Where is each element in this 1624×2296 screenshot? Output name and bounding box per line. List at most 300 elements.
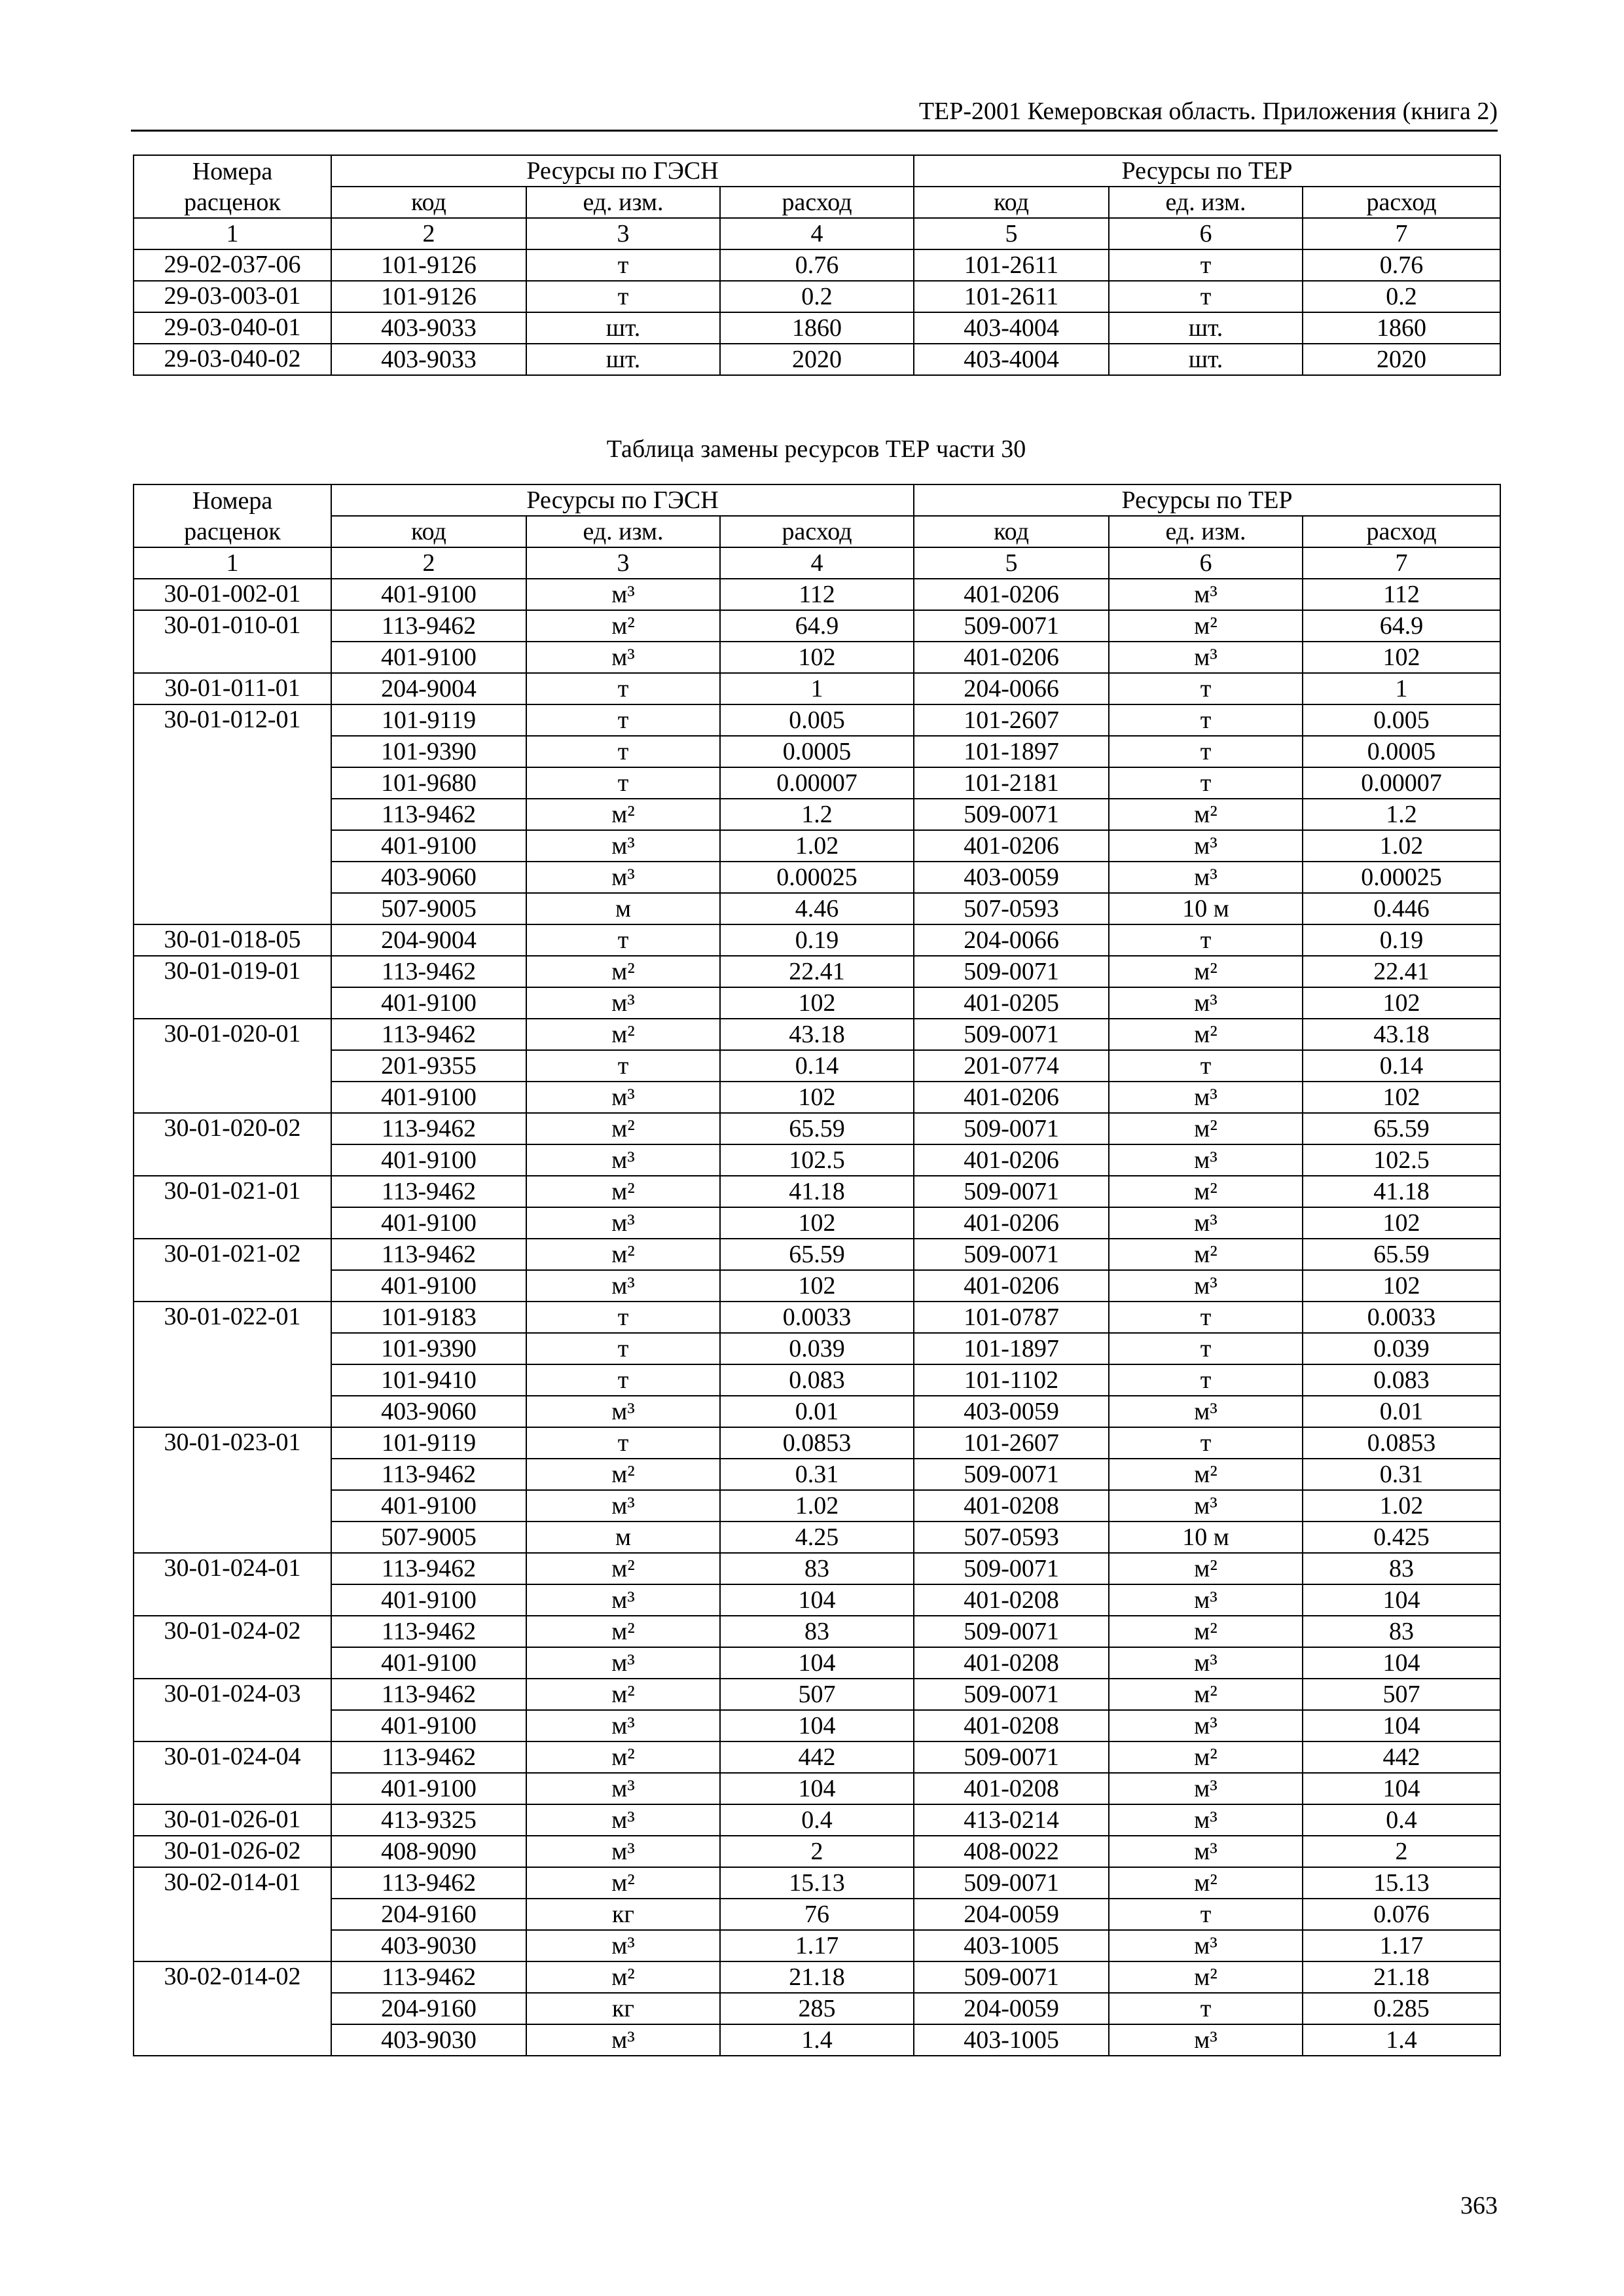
rate-number-cell [134, 862, 331, 893]
ter-unit-cell: м² [1109, 1459, 1303, 1490]
gesn-code-cell: 401-9100 [331, 1584, 526, 1616]
table-row [134, 1050, 1500, 1082]
gesn-unit-cell: т [526, 1364, 720, 1396]
rate-number-cell [134, 1710, 331, 1741]
ter-code-cell: 403-1005 [914, 1930, 1109, 1961]
table-row [134, 1144, 1500, 1176]
ter-code-cell: 509-0071 [914, 1459, 1109, 1490]
col-index: 5 [914, 547, 1109, 579]
rate-number-cell [134, 1584, 331, 1616]
ter-consumption-cell: 104 [1303, 1710, 1500, 1741]
rate-number-cell [134, 893, 331, 924]
gesn-unit-cell: м³ [526, 1270, 720, 1302]
table-row [134, 1396, 1500, 1427]
gesn-unit-cell: т [526, 1427, 720, 1459]
rate-number-cell [134, 1490, 331, 1522]
gesn-unit-cell: м³ [526, 830, 720, 862]
gesn-unit-cell: т [526, 1302, 720, 1333]
ter-code-cell: 509-0071 [914, 1616, 1109, 1647]
ter-consumption-cell: 507 [1303, 1679, 1500, 1710]
gesn-code-cell: 113-9462 [331, 1553, 526, 1584]
ter-consumption-cell: 0.76 [1303, 249, 1500, 281]
gesn-unit-cell: кг [526, 1993, 720, 2024]
ter-consumption-cell: 0.083 [1303, 1364, 1500, 1396]
ter-consumption-cell: 1.2 [1303, 799, 1500, 830]
gesn-consumption-cell: 102 [720, 987, 914, 1019]
gesn-consumption-cell: 4.25 [720, 1522, 914, 1553]
ter-unit-cell: т [1109, 1427, 1303, 1459]
ter-consumption-cell: 0.4 [1303, 1804, 1500, 1836]
rate-number-cell [134, 1144, 331, 1176]
ter-consumption-cell: 65.59 [1303, 1239, 1500, 1270]
gesn-code-cell: 113-9462 [331, 1239, 526, 1270]
table-row [134, 1459, 1500, 1490]
gesn-unit-cell: т [526, 767, 720, 799]
gesn-code-cell: 113-9462 [331, 956, 526, 987]
gesn-unit-cell: м³ [526, 987, 720, 1019]
page-header: ТЕР-2001 Кемеровская область. Приложения (книга 2) [918, 98, 1498, 125]
ter-consumption-cell: 0.039 [1303, 1333, 1500, 1364]
ter-unit-cell: м³ [1109, 1804, 1303, 1836]
ter-consumption-cell: 0.00007 [1303, 767, 1500, 799]
ter-unit-cell: м³ [1109, 1647, 1303, 1679]
table-row [134, 1584, 1500, 1616]
col-header-gesn-resources: Ресурсы по ГЭСН [331, 484, 914, 516]
ter-unit-cell: м³ [1109, 1773, 1303, 1804]
gesn-code-cell: 113-9462 [331, 1961, 526, 1993]
gesn-consumption-cell: 1.02 [720, 1490, 914, 1522]
header-row-groups [134, 155, 1500, 187]
gesn-code-cell: 401-9100 [331, 1490, 526, 1522]
gesn-unit-cell: м [526, 893, 720, 924]
ter-unit-cell: т [1109, 924, 1303, 956]
ter-code-cell: 401-0208 [914, 1584, 1109, 1616]
rate-number-cell [134, 830, 331, 862]
gesn-consumption-cell: 0.0033 [720, 1302, 914, 1333]
rate-number-cell [134, 1993, 331, 2024]
gesn-code-cell: 101-9390 [331, 736, 526, 767]
rate-number-cell [134, 799, 331, 830]
gesn-consumption-cell: 0.00025 [720, 862, 914, 893]
ter-consumption-cell: 1860 [1303, 312, 1500, 344]
ter-code-cell: 401-0208 [914, 1647, 1109, 1679]
ter-unit-cell: м³ [1109, 1584, 1303, 1616]
gesn-consumption-cell: 0.01 [720, 1396, 914, 1427]
gesn-unit-cell: м [526, 1522, 720, 1553]
gesn-code-cell: 113-9462 [331, 1113, 526, 1144]
gesn-code-cell: 401-9100 [331, 1773, 526, 1804]
rate-number-cell [134, 1522, 331, 1553]
gesn-code-cell: 403-9060 [331, 1396, 526, 1427]
gesn-consumption-cell: 2020 [720, 344, 914, 375]
col-header-ter-consumption: расход [1303, 516, 1500, 547]
ter-unit-cell: шт. [1109, 344, 1303, 375]
rate-number-cell [134, 767, 331, 799]
ter-code-cell: 509-0071 [914, 1113, 1109, 1144]
table-row [134, 893, 1500, 924]
gesn-unit-cell: т [526, 924, 720, 956]
col-index: 6 [1109, 218, 1303, 249]
rate-number-cell [134, 1459, 331, 1490]
gesn-unit-cell: м² [526, 1553, 720, 1584]
ter-code-cell: 403-4004 [914, 344, 1109, 375]
ter-consumption-cell: 65.59 [1303, 1113, 1500, 1144]
ter-code-cell: 403-0059 [914, 1396, 1109, 1427]
ter-consumption-cell: 104 [1303, 1584, 1500, 1616]
ter-code-cell: 401-0205 [914, 987, 1109, 1019]
ter-unit-cell: т [1109, 704, 1303, 736]
gesn-code-cell: 403-9030 [331, 2024, 526, 2056]
ter-consumption-cell: 0.31 [1303, 1459, 1500, 1490]
ter-consumption-cell: 22.41 [1303, 956, 1500, 987]
gesn-code-cell: 101-9680 [331, 767, 526, 799]
rate-number-cell: 30-02-014-02 [134, 1961, 331, 1993]
rate-number-cell [134, 1647, 331, 1679]
gesn-code-cell: 113-9462 [331, 1741, 526, 1773]
ter-unit-cell: м³ [1109, 830, 1303, 862]
gesn-unit-cell: м² [526, 1176, 720, 1207]
ter-unit-cell: м² [1109, 610, 1303, 642]
table-row [134, 673, 1500, 704]
rate-number-cell: 30-01-024-01 [134, 1553, 331, 1584]
ter-code-cell: 509-0071 [914, 610, 1109, 642]
ter-unit-cell: 10 м [1109, 1522, 1303, 1553]
gesn-consumption-cell: 65.59 [720, 1239, 914, 1270]
rate-number-cell [134, 1899, 331, 1930]
gesn-code-cell: 204-9160 [331, 1993, 526, 2024]
ter-code-cell: 403-1005 [914, 2024, 1109, 2056]
ter-consumption-cell: 0.076 [1303, 1899, 1500, 1930]
ter-code-cell: 204-0059 [914, 1993, 1109, 2024]
ter-unit-cell: т [1109, 249, 1303, 281]
ter-unit-cell: т [1109, 673, 1303, 704]
ter-unit-cell: м² [1109, 1239, 1303, 1270]
gesn-consumption-cell: 83 [720, 1553, 914, 1584]
rate-number-cell: 30-01-012-01 [134, 704, 331, 736]
table-row [134, 2024, 1500, 2056]
gesn-unit-cell: шт. [526, 344, 720, 375]
rate-number-cell: 30-01-026-01 [134, 1804, 331, 1836]
gesn-code-cell: 113-9462 [331, 1679, 526, 1710]
gesn-code-cell: 113-9462 [331, 1019, 526, 1050]
rate-number-cell: 29-03-040-02 [134, 344, 331, 375]
rate-number-cell [134, 642, 331, 673]
col-header-rate-number-cont: расценок [134, 187, 331, 218]
rate-number-cell: 30-01-022-01 [134, 1302, 331, 1333]
col-header-rate-number-cont: расценок [134, 516, 331, 547]
gesn-code-cell: 113-9462 [331, 1616, 526, 1647]
gesn-consumption-cell: 0.19 [720, 924, 914, 956]
gesn-code-cell: 401-9100 [331, 642, 526, 673]
ter-unit-cell: м² [1109, 1961, 1303, 1993]
ter-code-cell: 509-0071 [914, 1176, 1109, 1207]
ter-consumption-cell: 442 [1303, 1741, 1500, 1773]
gesn-unit-cell: м³ [526, 579, 720, 610]
ter-consumption-cell: 83 [1303, 1616, 1500, 1647]
table-row [134, 767, 1500, 799]
gesn-code-cell: 113-9462 [331, 1459, 526, 1490]
ter-code-cell: 204-0066 [914, 924, 1109, 956]
table-row [134, 1993, 1500, 2024]
table-row [134, 1710, 1500, 1741]
table-row [134, 704, 1500, 736]
table-row [134, 1616, 1500, 1647]
gesn-consumption-cell: 21.18 [720, 1961, 914, 1993]
table-row [134, 830, 1500, 862]
ter-code-cell: 101-2181 [914, 767, 1109, 799]
col-header-gesn-resources: Ресурсы по ГЭСН [331, 155, 914, 187]
ter-code-cell: 101-2607 [914, 704, 1109, 736]
gesn-code-cell: 204-9004 [331, 673, 526, 704]
gesn-unit-cell: т [526, 736, 720, 767]
table-row [134, 1899, 1500, 1930]
gesn-consumption-cell: 2 [720, 1836, 914, 1867]
ter-consumption-cell: 0.425 [1303, 1522, 1500, 1553]
gesn-code-cell: 113-9462 [331, 610, 526, 642]
gesn-consumption-cell: 4.46 [720, 893, 914, 924]
ter-code-cell: 509-0071 [914, 956, 1109, 987]
gesn-unit-cell: т [526, 249, 720, 281]
col-header-gesn-code: код [331, 187, 526, 218]
gesn-unit-cell: м² [526, 799, 720, 830]
ter-unit-cell: 10 м [1109, 893, 1303, 924]
gesn-consumption-cell: 0.4 [720, 1804, 914, 1836]
gesn-code-cell: 204-9160 [331, 1899, 526, 1930]
table-row [134, 1741, 1500, 1773]
ter-code-cell: 509-0071 [914, 799, 1109, 830]
ter-code-cell: 101-1102 [914, 1364, 1109, 1396]
ter-code-cell: 509-0071 [914, 1019, 1109, 1050]
gesn-code-cell: 101-9410 [331, 1364, 526, 1396]
ter-code-cell: 401-0206 [914, 579, 1109, 610]
table-row [134, 1207, 1500, 1239]
gesn-unit-cell: м³ [526, 1647, 720, 1679]
rate-number-cell [134, 1082, 331, 1113]
gesn-code-cell: 401-9100 [331, 1082, 526, 1113]
ter-unit-cell: м² [1109, 1113, 1303, 1144]
header-rule [131, 130, 1498, 132]
ter-unit-cell: м³ [1109, 642, 1303, 673]
gesn-unit-cell: м² [526, 1113, 720, 1144]
table-row [134, 799, 1500, 830]
gesn-code-cell: 101-9126 [331, 281, 526, 312]
table-row [134, 1930, 1500, 1961]
table-row [134, 312, 1500, 344]
gesn-code-cell: 113-9462 [331, 799, 526, 830]
col-header-rate-number: Номера [134, 484, 331, 516]
gesn-consumption-cell: 0.083 [720, 1364, 914, 1396]
ter-code-cell: 401-0206 [914, 830, 1109, 862]
ter-consumption-cell: 104 [1303, 1647, 1500, 1679]
rate-number-cell [134, 1207, 331, 1239]
table-row [134, 642, 1500, 673]
gesn-unit-cell: м³ [526, 1930, 720, 1961]
gesn-code-cell: 101-9119 [331, 704, 526, 736]
ter-code-cell: 401-0206 [914, 1144, 1109, 1176]
gesn-code-cell: 101-9390 [331, 1333, 526, 1364]
gesn-consumption-cell: 22.41 [720, 956, 914, 987]
gesn-code-cell: 507-9005 [331, 893, 526, 924]
gesn-unit-cell: м³ [526, 642, 720, 673]
col-index: 5 [914, 218, 1109, 249]
gesn-consumption-cell: 0.2 [720, 281, 914, 312]
ter-unit-cell: т [1109, 281, 1303, 312]
ter-consumption-cell: 2020 [1303, 344, 1500, 375]
gesn-unit-cell: м³ [526, 1396, 720, 1427]
gesn-consumption-cell: 507 [720, 1679, 914, 1710]
ter-consumption-cell: 102 [1303, 987, 1500, 1019]
ter-unit-cell: м³ [1109, 1082, 1303, 1113]
rate-number-cell: 30-01-019-01 [134, 956, 331, 987]
ter-consumption-cell: 0.00025 [1303, 862, 1500, 893]
ter-code-cell: 509-0071 [914, 1741, 1109, 1773]
col-index: 2 [331, 547, 526, 579]
gesn-unit-cell: м² [526, 1867, 720, 1899]
ter-unit-cell: м³ [1109, 1930, 1303, 1961]
header-row-index [134, 547, 1500, 579]
gesn-code-cell: 401-9100 [331, 987, 526, 1019]
ter-unit-cell: м³ [1109, 1144, 1303, 1176]
col-header-ter-unit: ед. изм. [1109, 516, 1303, 547]
gesn-consumption-cell: 0.14 [720, 1050, 914, 1082]
ter-code-cell: 403-0059 [914, 862, 1109, 893]
gesn-consumption-cell: 1.02 [720, 830, 914, 862]
ter-consumption-cell: 0.285 [1303, 1993, 1500, 2024]
header-row-index [134, 218, 1500, 249]
gesn-unit-cell: м³ [526, 1490, 720, 1522]
gesn-code-cell: 101-9183 [331, 1302, 526, 1333]
ter-code-cell: 509-0071 [914, 1867, 1109, 1899]
ter-unit-cell: т [1109, 1333, 1303, 1364]
table-row [134, 1270, 1500, 1302]
gesn-unit-cell: м² [526, 1616, 720, 1647]
gesn-unit-cell: м³ [526, 1584, 720, 1616]
ter-code-cell: 413-0214 [914, 1804, 1109, 1836]
ter-unit-cell: шт. [1109, 312, 1303, 344]
ter-consumption-cell: 104 [1303, 1773, 1500, 1804]
table-row [134, 1867, 1500, 1899]
ter-consumption-cell: 0.446 [1303, 893, 1500, 924]
rate-number-cell: 29-03-040-01 [134, 312, 331, 344]
table-row [134, 1522, 1500, 1553]
ter-unit-cell: м³ [1109, 862, 1303, 893]
ter-consumption-cell: 102.5 [1303, 1144, 1500, 1176]
ter-code-cell: 401-0206 [914, 642, 1109, 673]
gesn-code-cell: 401-9100 [331, 830, 526, 862]
col-header-rate-number: Номера [134, 155, 331, 187]
ter-consumption-cell: 1 [1303, 673, 1500, 704]
ter-unit-cell: м² [1109, 1679, 1303, 1710]
ter-unit-cell: м³ [1109, 1710, 1303, 1741]
rate-number-cell [134, 1270, 331, 1302]
col-index: 6 [1109, 547, 1303, 579]
col-header-gesn-consumption: расход [720, 187, 914, 218]
rate-number-cell [134, 987, 331, 1019]
ter-unit-cell: м³ [1109, 2024, 1303, 2056]
ter-unit-cell: м³ [1109, 579, 1303, 610]
ter-code-cell: 401-0208 [914, 1773, 1109, 1804]
gesn-unit-cell: м³ [526, 1773, 720, 1804]
rate-number-cell: 30-01-024-04 [134, 1741, 331, 1773]
gesn-unit-cell: т [526, 1050, 720, 1082]
gesn-code-cell: 113-9462 [331, 1867, 526, 1899]
gesn-unit-cell: м³ [526, 1804, 720, 1836]
gesn-code-cell: 403-9030 [331, 1930, 526, 1961]
table-row [134, 1427, 1500, 1459]
ter-consumption-cell: 83 [1303, 1553, 1500, 1584]
table-row [134, 924, 1500, 956]
col-header-gesn-unit: ед. изм. [526, 516, 720, 547]
ter-unit-cell: т [1109, 767, 1303, 799]
table-row [134, 1082, 1500, 1113]
gesn-consumption-cell: 1.17 [720, 1930, 914, 1961]
table-row [134, 1333, 1500, 1364]
ter-code-cell: 507-0593 [914, 1522, 1109, 1553]
gesn-unit-cell: м³ [526, 2024, 720, 2056]
gesn-code-cell: 401-9100 [331, 579, 526, 610]
gesn-unit-cell: м² [526, 1961, 720, 1993]
gesn-consumption-cell: 112 [720, 579, 914, 610]
rate-number-cell: 30-01-018-05 [134, 924, 331, 956]
ter-unit-cell: т [1109, 1302, 1303, 1333]
ter-consumption-cell: 15.13 [1303, 1867, 1500, 1899]
gesn-unit-cell: кг [526, 1899, 720, 1930]
gesn-unit-cell: м² [526, 1679, 720, 1710]
table-row [134, 579, 1500, 610]
ter-consumption-cell: 2 [1303, 1836, 1500, 1867]
ter-code-cell: 101-2611 [914, 281, 1109, 312]
gesn-unit-cell: м³ [526, 1836, 720, 1867]
rate-number-cell [134, 1364, 331, 1396]
gesn-unit-cell: м² [526, 1019, 720, 1050]
ter-code-cell: 204-0066 [914, 673, 1109, 704]
table-row [134, 1302, 1500, 1333]
gesn-consumption-cell: 104 [720, 1584, 914, 1616]
ter-consumption-cell: 1.02 [1303, 1490, 1500, 1522]
gesn-code-cell: 401-9100 [331, 1144, 526, 1176]
col-header-ter-code: код [914, 187, 1109, 218]
header-row-groups [134, 484, 1500, 516]
ter-code-cell: 509-0071 [914, 1961, 1109, 1993]
rate-number-cell: 30-01-020-02 [134, 1113, 331, 1144]
gesn-unit-cell: т [526, 673, 720, 704]
gesn-consumption-cell: 102 [720, 642, 914, 673]
gesn-unit-cell: т [526, 1333, 720, 1364]
rate-number-cell [134, 1333, 331, 1364]
ter-unit-cell: м² [1109, 799, 1303, 830]
gesn-consumption-cell: 65.59 [720, 1113, 914, 1144]
ter-unit-cell: м² [1109, 1616, 1303, 1647]
ter-code-cell: 101-2607 [914, 1427, 1109, 1459]
table-row [134, 1961, 1500, 1993]
gesn-consumption-cell: 102.5 [720, 1144, 914, 1176]
ter-consumption-cell: 0.005 [1303, 704, 1500, 736]
col-index: 1 [134, 218, 331, 249]
table-row [134, 956, 1500, 987]
col-header-gesn-unit: ед. изм. [526, 187, 720, 218]
table-row [134, 736, 1500, 767]
ter-unit-cell: т [1109, 736, 1303, 767]
table-row [134, 1804, 1500, 1836]
ter-consumption-cell: 112 [1303, 579, 1500, 610]
header-row-columns [134, 187, 1500, 218]
gesn-consumption-cell: 1 [720, 673, 914, 704]
table-row [134, 1490, 1500, 1522]
ter-code-cell: 204-0059 [914, 1899, 1109, 1930]
rate-number-cell [134, 736, 331, 767]
ter-unit-cell: м² [1109, 956, 1303, 987]
rate-number-cell: 30-02-014-01 [134, 1867, 331, 1899]
